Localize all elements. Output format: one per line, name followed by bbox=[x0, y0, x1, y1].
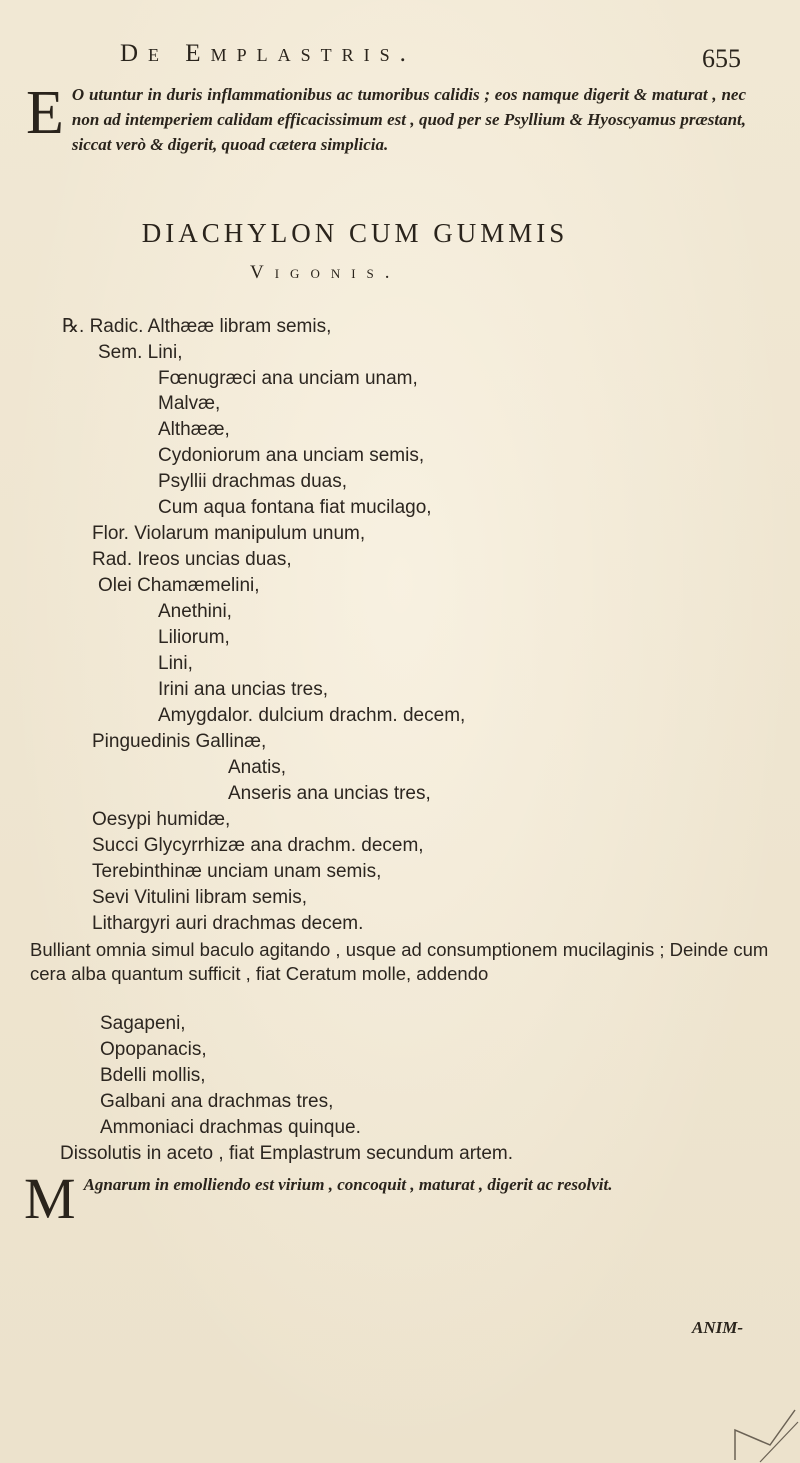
ingredient-line: Fœnugræci ana unciam unam, bbox=[158, 368, 418, 389]
addition-line: Sagapeni, bbox=[100, 1013, 186, 1034]
page-corner-mark bbox=[730, 1400, 800, 1463]
closing-paragraph bbox=[24, 1166, 764, 1231]
addition-line: Ammoniaci drachmas quinque. bbox=[100, 1117, 361, 1138]
ingredient-line: Oesypi humidæ, bbox=[92, 809, 231, 830]
ingredient-line: Lini, bbox=[158, 653, 193, 674]
ingredient-line: Anethini, bbox=[158, 601, 232, 622]
preparation-instruction: Bulliant omnia simul baculo agitando , usque ad consumptionem mucilaginis ; Deinde cum cera alba quantum sufficit , fiat Ceratum molle, addendo bbox=[30, 939, 769, 984]
intro-text: O utuntur in duris inflammationibus ac tumoribus calidis ; eos namque digerit & maturat , nec non ad intemperiem calidam efficacissimum est , quod per se Psyllium & Hyoscyamus præstant, siccat verò & digerit, quoad cætera simplicia. bbox=[71, 85, 746, 154]
ingredient-line: Cum aqua fontana fiat mucilago, bbox=[158, 497, 432, 518]
ingredient-line: Psyllii drachmas duas, bbox=[158, 471, 348, 492]
recipe-title: DIACHYLON CUM GUMMIS bbox=[141, 218, 569, 248]
ingredient-line: Irini ana uncias tres, bbox=[158, 679, 329, 700]
ingredient-line: Lithargyri auri drachmas decem. bbox=[92, 913, 364, 934]
ingredient-line: Rad. Ireos uncias duas, bbox=[92, 549, 292, 570]
addition-line: Opopanacis, bbox=[100, 1039, 207, 1060]
ingredient-line: Sevi Vitulini libram semis, bbox=[92, 887, 308, 908]
ingredient-line: Cydoniorum ana unciam semis, bbox=[158, 445, 425, 466]
final-instruction: Dissolutis in aceto , fiat Emplastrum secundum artem. bbox=[60, 1143, 514, 1164]
ingredient-line: Terebinthinæ unciam unam semis, bbox=[92, 861, 382, 882]
running-head: De Emplastris. bbox=[120, 40, 416, 67]
closing-text: Agnarum in emolliendo est virium , concoquit , maturat , digerit ac resolvit. bbox=[83, 1175, 613, 1194]
ingredient-line: Olei Chamæmelini, bbox=[98, 575, 260, 596]
addition-line: Bdelli mollis, bbox=[100, 1065, 206, 1086]
ingredient-line: Amygdalor. dulcium drachm. decem, bbox=[158, 705, 466, 726]
addition-line: Galbani ana drachmas tres, bbox=[100, 1091, 334, 1112]
ingredient-line: ℞. Radic. Althææ libram semis, bbox=[62, 316, 332, 337]
page-number: 655 bbox=[702, 44, 741, 73]
catchword: ANIM- bbox=[692, 1318, 744, 1337]
recipe-subtitle: Vigonis. bbox=[250, 262, 401, 283]
intro-paragraph bbox=[26, 79, 746, 157]
ingredient-line: Sem. Lini, bbox=[98, 342, 183, 363]
ingredient-line: Liliorum, bbox=[158, 627, 230, 648]
ingredient-line: Althææ, bbox=[158, 419, 230, 440]
ingredient-line: Malvæ, bbox=[158, 393, 221, 414]
ingredient-line: Anseris ana uncias tres, bbox=[228, 783, 431, 804]
ingredient-line: Succi Glycyrrhizæ ana drachm. decem, bbox=[92, 835, 424, 856]
ingredient-line: Pinguedinis Gallinæ, bbox=[92, 731, 267, 752]
intro-drop-cap: E bbox=[26, 79, 64, 147]
ingredient-line: Flor. Violarum manipulum unum, bbox=[92, 523, 366, 544]
closing-drop-cap: M bbox=[24, 1166, 76, 1231]
ingredient-line: Anatis, bbox=[228, 757, 287, 778]
